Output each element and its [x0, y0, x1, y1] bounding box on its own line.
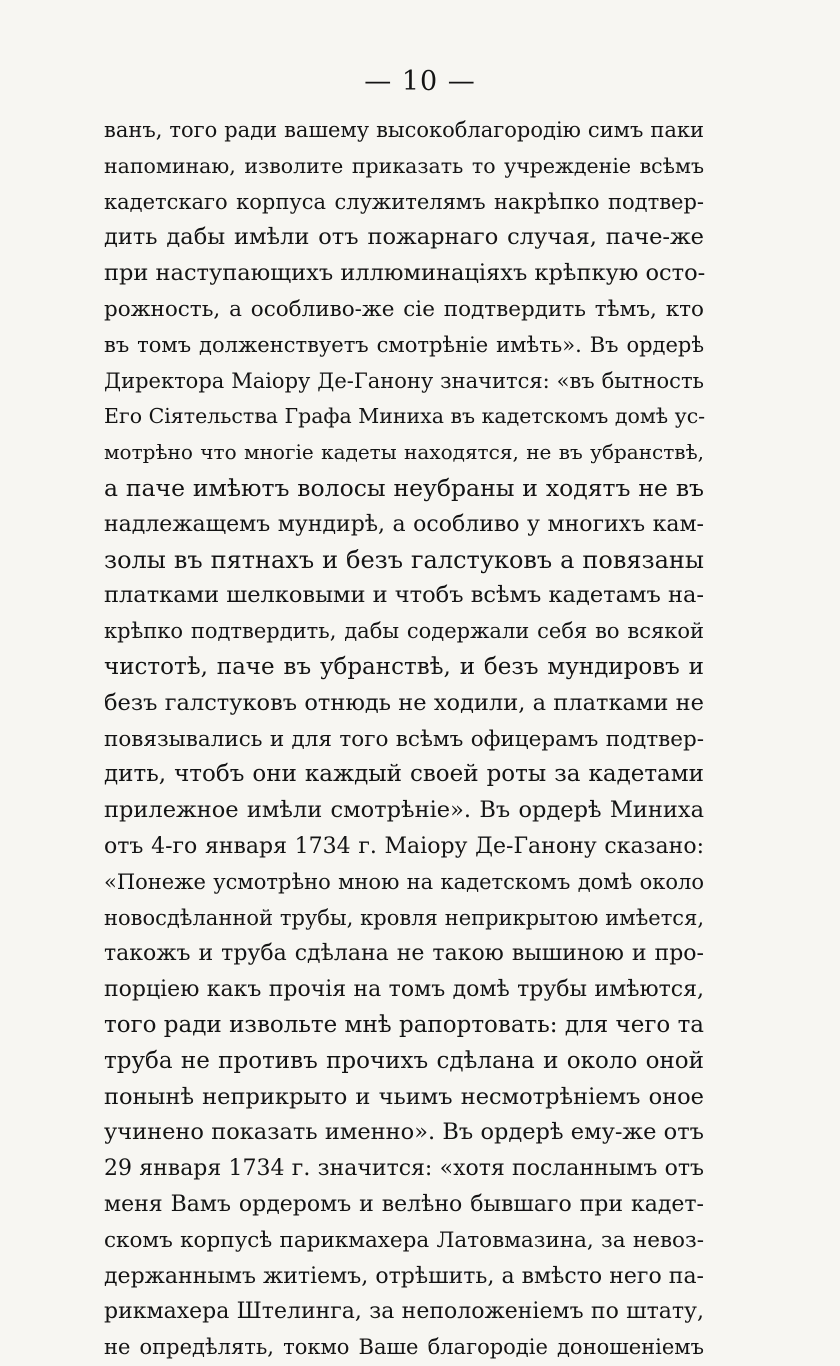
text-line: труба не противъ прочихъ сдѣлана и около оной [104, 1047, 704, 1074]
text-line: понынѣ неприкрыто и чьимъ несмотрѣніемъ оное [104, 1083, 704, 1110]
text-line: новосдѣланной трубы, кровля неприкрытою имѣется, [104, 905, 704, 930]
text-line: кадетскаго корпуса служителямъ накрѣпко подтвер- [104, 189, 704, 214]
text-line: золы въ пятнахъ и безъ галстуковъ а повязаны [104, 545, 704, 574]
text-line: отъ 4-го января 1734 г. Маіору Де-Ганону сказано: [104, 833, 704, 859]
text-line: дить дабы имѣли отъ пожарнаго случая, паче-же [104, 224, 704, 251]
text-line: платками шелковыми и чтобъ всѣмъ кадетамъ на- [104, 582, 704, 609]
text-line: учинено показать именно». Въ ордерѣ ему-же отъ [104, 1119, 704, 1146]
text-line: Директора Маіору Де-Ганону значится: «въ бытность [104, 368, 704, 393]
text-line: при наступающихъ иллюминаціяхъ крѣпкую осто- [104, 260, 706, 287]
text-line: «Понеже усмотрѣно мною на кадетскомъ домѣ около [104, 869, 704, 894]
text-line: напоминаю, изволите приказать то учрежденіе всѣмъ [104, 153, 704, 178]
text-line: ванъ, того ради вашему высокоблагородію симъ паки [104, 118, 704, 142]
body-text [104, 113, 704, 1366]
text-line: въ томъ долженствуетъ смотрѣніе имѣть». Въ ордерѣ [104, 332, 704, 357]
text-line: скомъ корпусѣ парикмахера Латовмазина, за невоз- [104, 1227, 704, 1253]
text-line: того ради извольте мнѣ рапортовать: для чего та [104, 1011, 704, 1038]
text-line: не опредѣлять, токмо Ваше благородіе доношеніемъ [104, 1335, 704, 1360]
text-line: меня Вамъ ордеромъ и велѣно бывшаго при кадет- [104, 1191, 704, 1217]
text-line: Его Сіятельства Графа Миниха въ кадетскомъ домѣ ус- [104, 404, 706, 429]
text-line: такожъ и труба сдѣлана не такою вышиною и про- [104, 941, 704, 967]
text-line: надлежащемъ мундирѣ, а особливо у многихъ кам- [104, 511, 704, 537]
text-line: безъ галстуковъ отнюдь не ходили, а платками не [104, 689, 704, 716]
text-line: прилежное имѣли смотрѣніе». Въ ордерѣ Миниха [104, 797, 704, 824]
text-line: рожность, а особливо-же сіе подтвердить тѣмъ, кто [104, 296, 704, 322]
text-line: держаннымъ житіемъ, отрѣшить, а вмѣсто него па- [104, 1263, 704, 1289]
page-number: — 10 — [364, 66, 476, 97]
text-line: 29 января 1734 г. значится: «хотя посланнымъ отъ [104, 1156, 704, 1182]
text-line: а паче имѣютъ волосы неубраны и ходятъ не въ [104, 473, 704, 502]
text-line: чистотѣ, паче въ убранствѣ, и безъ мундировъ и [104, 653, 704, 680]
text-line: крѣпко подтвердить, дабы содержали себя во всякой [104, 619, 704, 644]
text-line: дить, чтобъ они каждый своей роты за кадетами [104, 761, 704, 788]
text-line: рикмахера Штелинга, за неположеніемъ по штату, [104, 1299, 704, 1325]
text-line: повязывались и для того всѣмъ офицерамъ подтвер- [104, 726, 704, 752]
text-line: мотрѣно что многіе кадеты находятся, не въ убранствѣ, [104, 440, 704, 465]
text-line: порціею какъ прочія на томъ домѣ трубы имѣются, [104, 977, 704, 1003]
